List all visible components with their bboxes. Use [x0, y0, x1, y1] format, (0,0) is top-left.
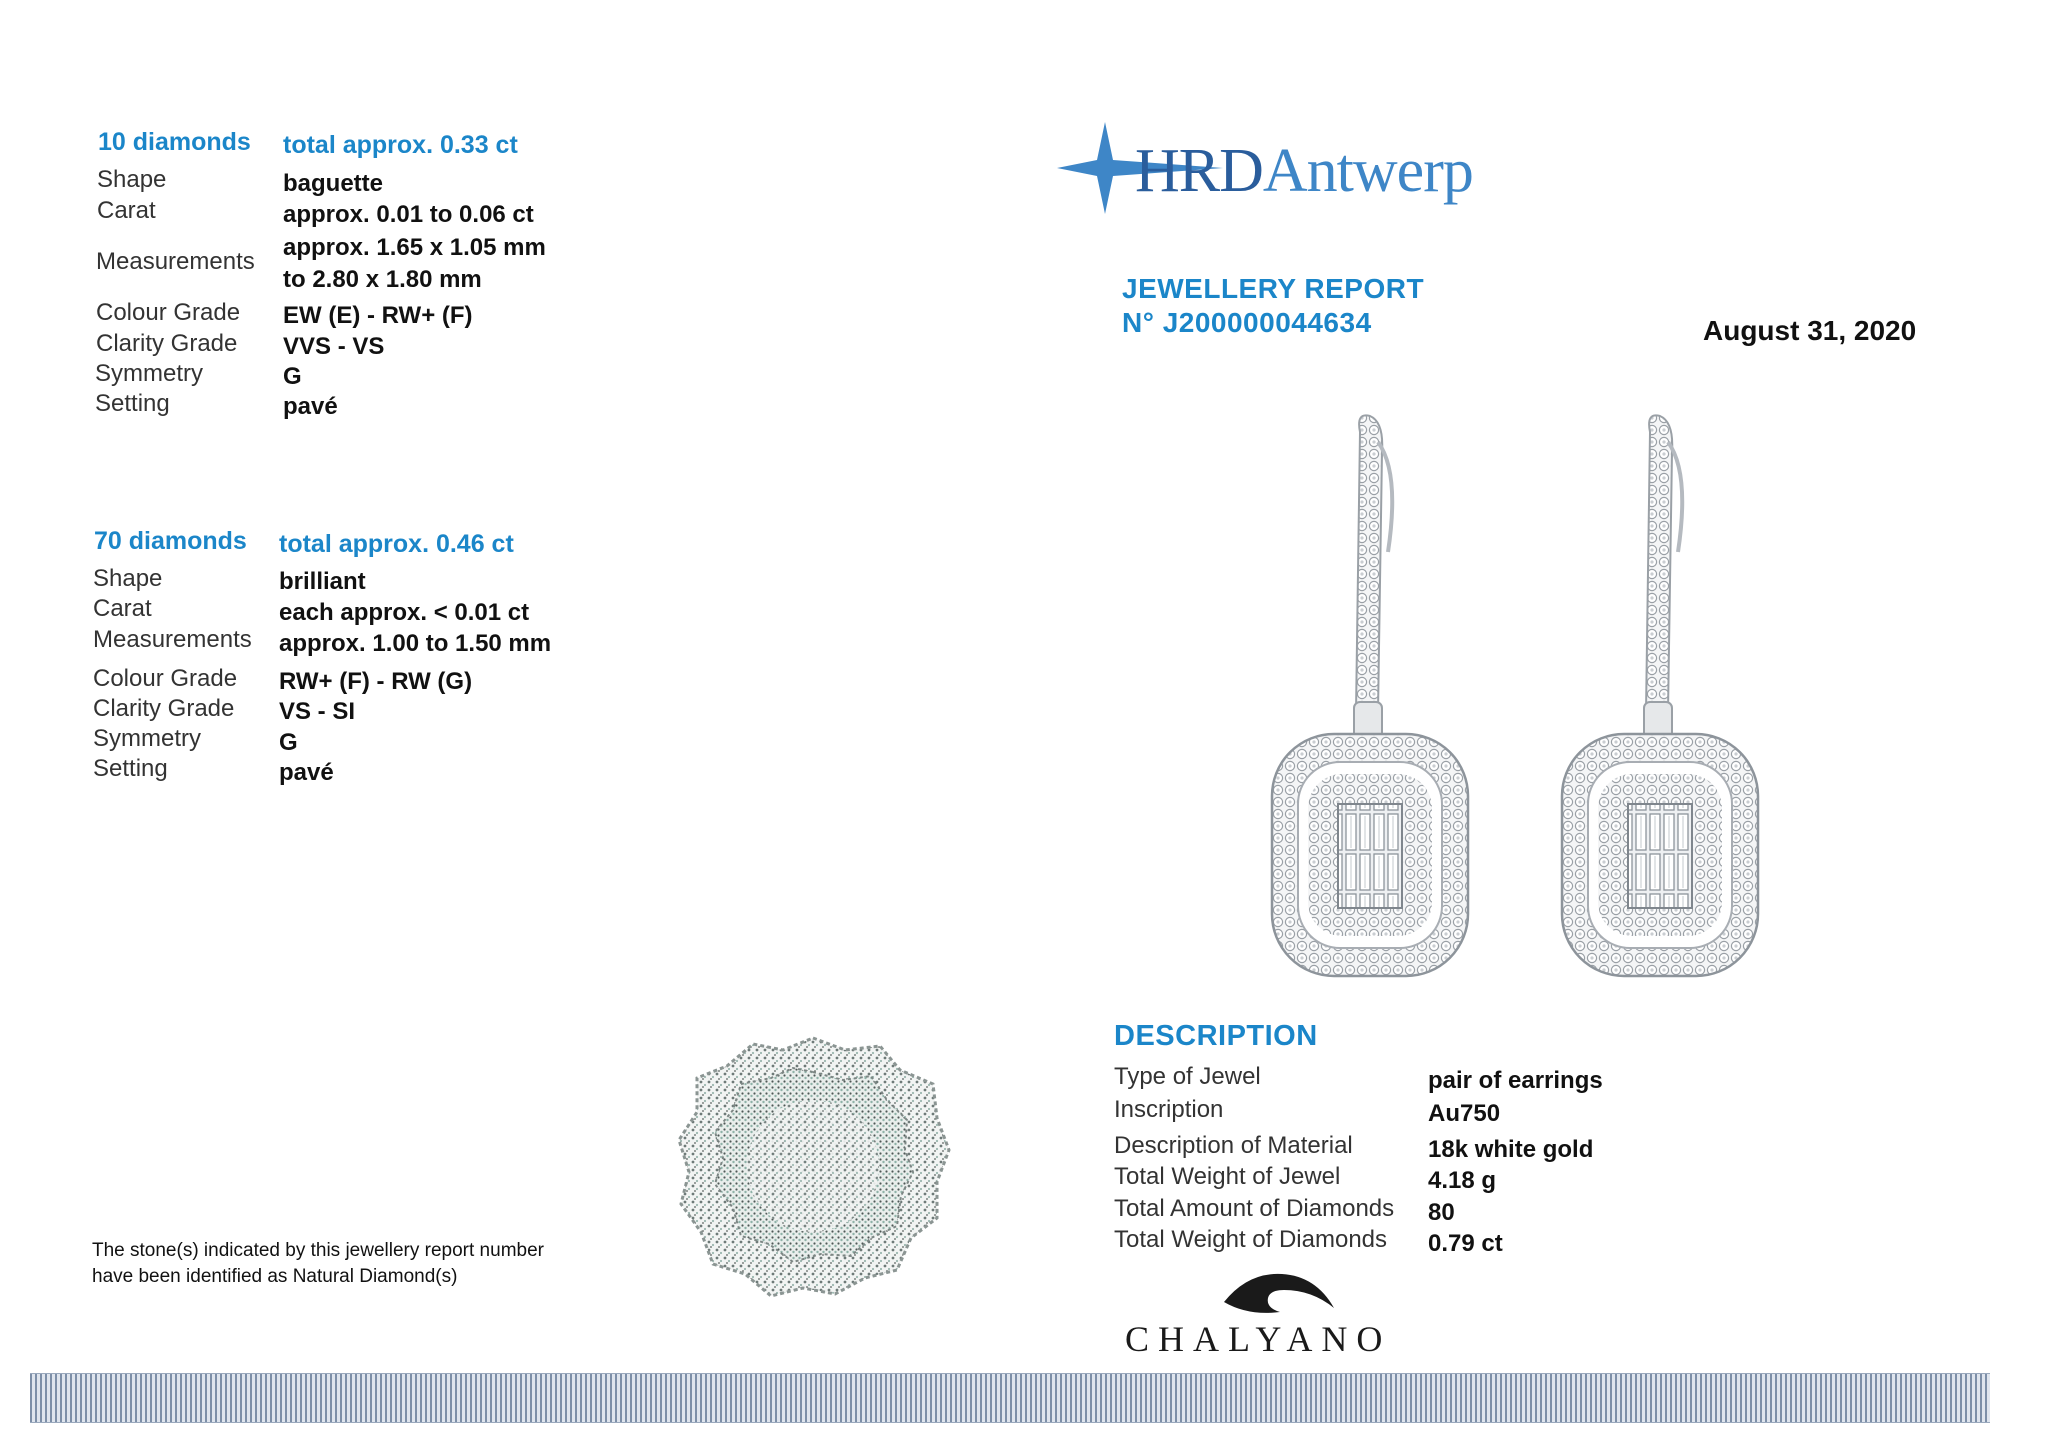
group1-measurements-value-2: to 2.80 x 1.80 mm	[283, 266, 482, 293]
group2-measurements-value: approx. 1.00 to 1.50 mm	[279, 630, 552, 657]
total-amount-diamonds-label: Total Amount of Diamonds	[1114, 1195, 1395, 1222]
inscription-value: Au750	[1428, 1100, 1501, 1127]
inscription-label: Inscription	[1114, 1096, 1224, 1123]
group2-measurements-label: Measurements	[93, 626, 252, 653]
group1-carat-label: Carat	[97, 197, 156, 224]
chalyano-logo-icon	[1218, 1268, 1338, 1318]
footnote-line-1: The stone(s) indicated by this jewellery report number	[92, 1240, 544, 1261]
total-weight-diamonds-value: 0.79 ct	[1428, 1230, 1503, 1257]
security-stripe	[30, 1373, 1990, 1423]
group2-carat-value: each approx. < 0.01 ct	[279, 599, 530, 626]
total-amount-diamonds-value: 80	[1428, 1199, 1455, 1226]
footnote-line-2: have been identified as Natural Diamond(s)	[92, 1266, 458, 1287]
group2-count: 70 diamonds	[94, 527, 247, 555]
group1-total: total approx. 0.33 ct	[283, 131, 518, 159]
hrd-logo-text	[1135, 136, 1473, 207]
group1-colour-value: EW (E) - RW+ (F)	[283, 302, 473, 329]
group1-shape-label: Shape	[97, 166, 167, 193]
group1-setting-value: pavé	[283, 393, 338, 420]
group2-setting-value: pavé	[279, 759, 334, 786]
earring-image	[1260, 412, 1770, 982]
hrd-logo-hrd: HRD	[1135, 137, 1263, 205]
group2-clarity-value: VS - SI	[279, 698, 356, 725]
report-date: August 31, 2020	[1703, 315, 1917, 346]
group1-measurements-value-1: approx. 1.65 x 1.05 mm	[283, 234, 546, 261]
group1-setting-label: Setting	[95, 390, 170, 417]
group1-measurements-label: Measurements	[96, 248, 255, 275]
group1-carat-value: approx. 0.01 to 0.06 ct	[283, 201, 534, 228]
type-of-jewel-value: pair of earrings	[1428, 1067, 1603, 1094]
type-of-jewel-label: Type of Jewel	[1114, 1063, 1261, 1090]
report-number: N° J200000044634	[1122, 307, 1372, 338]
group2-symmetry-label: Symmetry	[93, 725, 201, 752]
group1-symmetry-label: Symmetry	[95, 360, 203, 387]
group1-clarity-label: Clarity Grade	[96, 330, 238, 357]
group2-symmetry-value: G	[279, 729, 298, 756]
chalyano-brand: CHALYANO	[1125, 1319, 1392, 1359]
report-title: JEWELLERY REPORT	[1122, 273, 1425, 304]
group2-shape-value: brilliant	[279, 568, 366, 595]
group2-clarity-label: Clarity Grade	[93, 695, 235, 722]
total-weight-jewel-label: Total Weight of Jewel	[1114, 1163, 1341, 1190]
group1-count: 10 diamonds	[98, 128, 251, 156]
diamond-seal-icon	[675, 1032, 951, 1300]
hrd-logo-antwerp: Antwerp	[1262, 137, 1473, 205]
total-weight-diamonds-label: Total Weight of Diamonds	[1114, 1226, 1388, 1253]
group2-colour-value: RW+ (F) - RW (G)	[279, 668, 473, 695]
material-label: Description of Material	[1114, 1132, 1353, 1159]
group1-colour-label: Colour Grade	[96, 299, 241, 326]
group2-shape-label: Shape	[93, 565, 163, 592]
group1-shape-value: baguette	[283, 170, 384, 197]
material-value: 18k white gold	[1428, 1136, 1594, 1163]
group2-carat-label: Carat	[93, 595, 152, 622]
group1-clarity-value: VVS - VS	[283, 333, 385, 360]
group2-colour-label: Colour Grade	[93, 665, 238, 692]
group2-setting-label: Setting	[93, 755, 168, 782]
group1-symmetry-value: G	[283, 363, 302, 390]
description-title: DESCRIPTION	[1114, 1020, 1318, 1052]
group2-total: total approx. 0.46 ct	[279, 530, 514, 558]
total-weight-jewel-value: 4.18 g	[1428, 1167, 1497, 1194]
